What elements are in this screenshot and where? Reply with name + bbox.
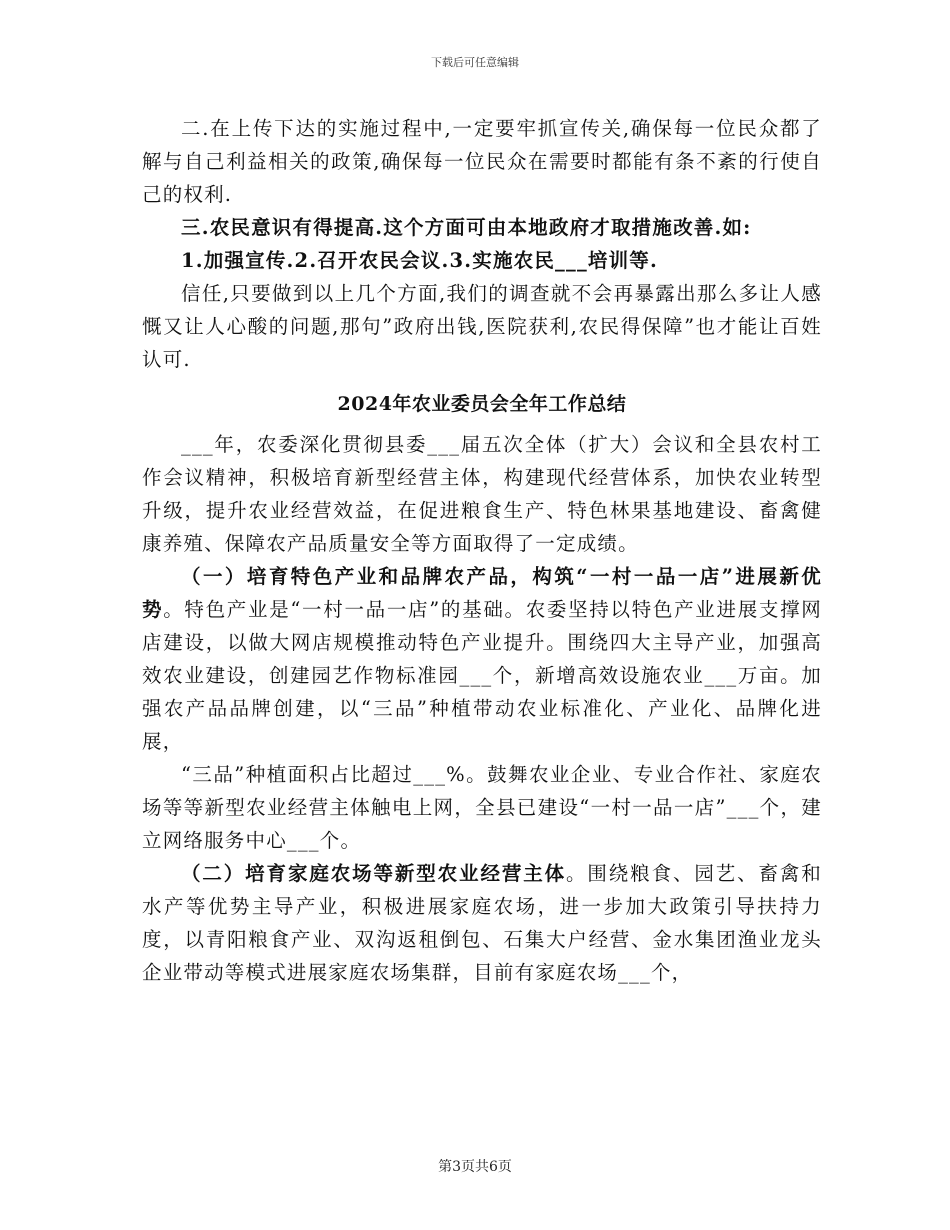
paragraph-conclusion: 信任,只要做到以上几个方面,我们的调查就不会再暴露出那么多让人感慨又让人心酸的问题,那句”政府出钱,医院获利,农民得保障”也才能让百姓认可. [142,282,822,371]
page-number: 第3页共6页 [438,1159,512,1175]
section-one-body: 。特色产业是“一村一品一店”的基础。农委坚持以特色产业进展支撑网店建设，以做大网店规模推动特色产业提升。围绕四大主导产业，加强高效农业建设，创建园艺作物标准园___个，新增高效设施农业___万亩。加强农产品品牌创建，以“三品”种植带动农业标准化、产业化、品牌化进展， [142,598,822,753]
paragraph-intro: ___年，农委深化贯彻县委___届五次全体（扩大）会议和全县农村工作会议精神，积极培育新型经营主体，构建现代经营体系，加快农业转型升级，提升农业经营效益，在促进粮食生产、特色林果基地建设、畜禽健康养殖、保障农产品质量安全等方面取得了一定成绩。 [142,433,822,555]
section-two-heading: （二）培育家庭农场等新型农业经营主体 [181,862,567,885]
paragraph-three-products: “三品”种植面积占比超过___%。鼓舞农业企业、专业合作社、家庭农场等等新型农业经营主体触电上网，全县已建设“一村一品一店”___个，建立网络服务中心___个。 [142,763,822,852]
page-header: 下载后可任意编辑 [431,56,519,69]
paragraph-farmer-awareness: 三.农民意识有得提高.这个方面可由本地政府才取措施改善.如: [181,216,752,239]
paragraph-propaganda: 二.在上传下达的实施过程中,一定要牢抓宣传关,确保每一位民众都了解与自己利益相关的政策,确保每一位民众在需要时都能有条不紊的行使自己的权利. [142,117,822,206]
paragraph-section-one [142,560,822,758]
section-two-body: 。围绕粮食、园艺、畜禽和水产等优势主导产业，积极进展家庭农场，进一步加大政策引导扶持力度，以青阳粮食产业、双沟返租倒包、石集大户经营、金水集团渔业龙头企业带动等模式进展家庭农场集群，目前有家庭农场___个， [142,862,822,984]
document-body [142,112,822,989]
paragraph-measures-list: 1.加强宣传.2.召开农民会议.3.实施农民___培训等. [181,249,658,272]
section-one-heading: （一）培育特色产业和品牌农产品，构筑“一村一品一店”进展新优势 [142,565,822,621]
document-title: 2024年农业委员会全年工作总结 [337,393,627,415]
paragraph-section-two [142,857,822,989]
